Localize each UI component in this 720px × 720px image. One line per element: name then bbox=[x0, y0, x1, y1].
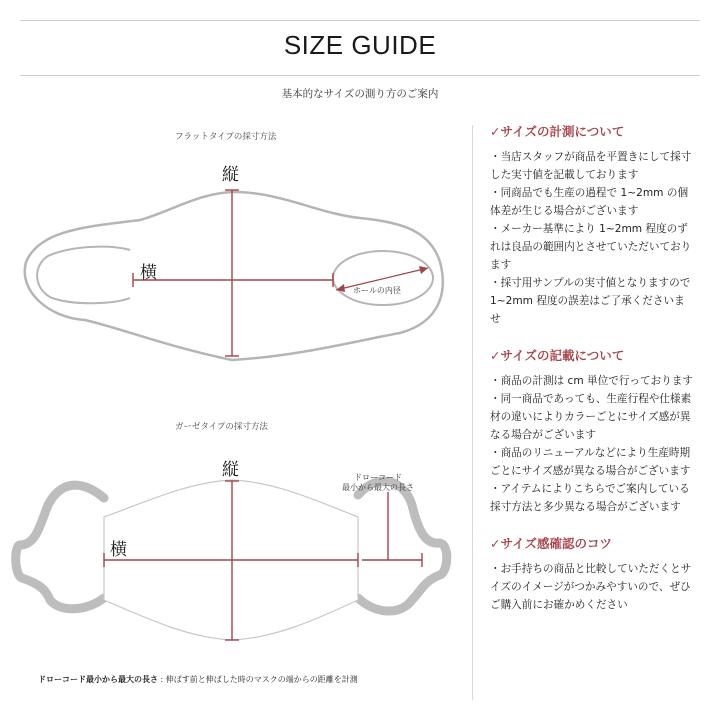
list-item: ・商品の計測は cm 単位で行っております bbox=[490, 375, 693, 387]
page-subtitle: 基本的なサイズの測り方のご案内 bbox=[281, 88, 439, 100]
list-item: ・同商品でも生産の過程で 1~2mm の個体差が生じる場合がございます bbox=[490, 187, 689, 217]
section-tips bbox=[490, 534, 695, 614]
gauze-right-loop bbox=[358, 481, 447, 611]
list-item: ・当店スタッフが商品を平置きにして採寸した実寸値を記載しております bbox=[490, 151, 692, 181]
flat-diagram-caption: フラットタイプの採寸方法 bbox=[175, 132, 277, 142]
section-heading: ✓サイズ感確認のコツ bbox=[490, 536, 612, 551]
list-item: ・お手持ちの商品と比較していただくとサイズのイメージがつかみやすいので、ぜひご購入前にお確かめください bbox=[490, 563, 692, 611]
draw-cord-footnote bbox=[38, 674, 358, 685]
list-item: ・採寸用サンプルの実寸値となりますので 1~2mm 程度の誤差はご了承くださいませ bbox=[490, 277, 691, 325]
section-measurement bbox=[490, 122, 695, 328]
draw-cord-label-line1: ドローコード bbox=[354, 473, 402, 482]
footnote-text: : 伸ばす前と伸ばした時のマスクの端からの距離を計測 bbox=[158, 675, 358, 684]
draw-cord-label-line2: 最小から最大の長さ bbox=[342, 483, 414, 492]
page-title: SIZE GUIDE bbox=[283, 30, 437, 60]
gauze-left-loop bbox=[16, 485, 104, 609]
draw-cord-label bbox=[342, 473, 414, 493]
flat-horizontal-label: 横 bbox=[140, 263, 157, 283]
flat-vertical-label: 縦 bbox=[222, 165, 239, 185]
section-heading: ✓サイズの記載について bbox=[490, 348, 625, 363]
gauze-horizontal-label: 横 bbox=[110, 540, 127, 560]
gauze-diagram-caption: ガーゼタイプの採寸方法 bbox=[175, 422, 268, 432]
footnote-bold: ドローコード最小から最大の長さ bbox=[38, 675, 158, 684]
hole-diameter-label: ホールの内径 bbox=[353, 286, 401, 295]
list-item: ・メーカー基準により 1~2mm 程度のずれは良品の範囲内とさせていただいております bbox=[490, 223, 692, 271]
section-listing bbox=[490, 346, 695, 516]
list-item: ・同一商品であっても、生産行程や仕様素材の違いによりカラーごとにサイズ感が異なる場合がございます bbox=[490, 393, 692, 441]
section-heading: ✓サイズの計測について bbox=[490, 124, 625, 139]
list-item: ・アイテムによりこちらでご案内している採寸方法と多少異なる場合がございます bbox=[490, 483, 690, 513]
gauze-vertical-label: 縦 bbox=[222, 460, 239, 480]
notes-column bbox=[490, 122, 695, 632]
list-item: ・商品のリニューアルなどにより生産時期ごとにサイズ感が異なる場合がございます bbox=[490, 447, 691, 477]
